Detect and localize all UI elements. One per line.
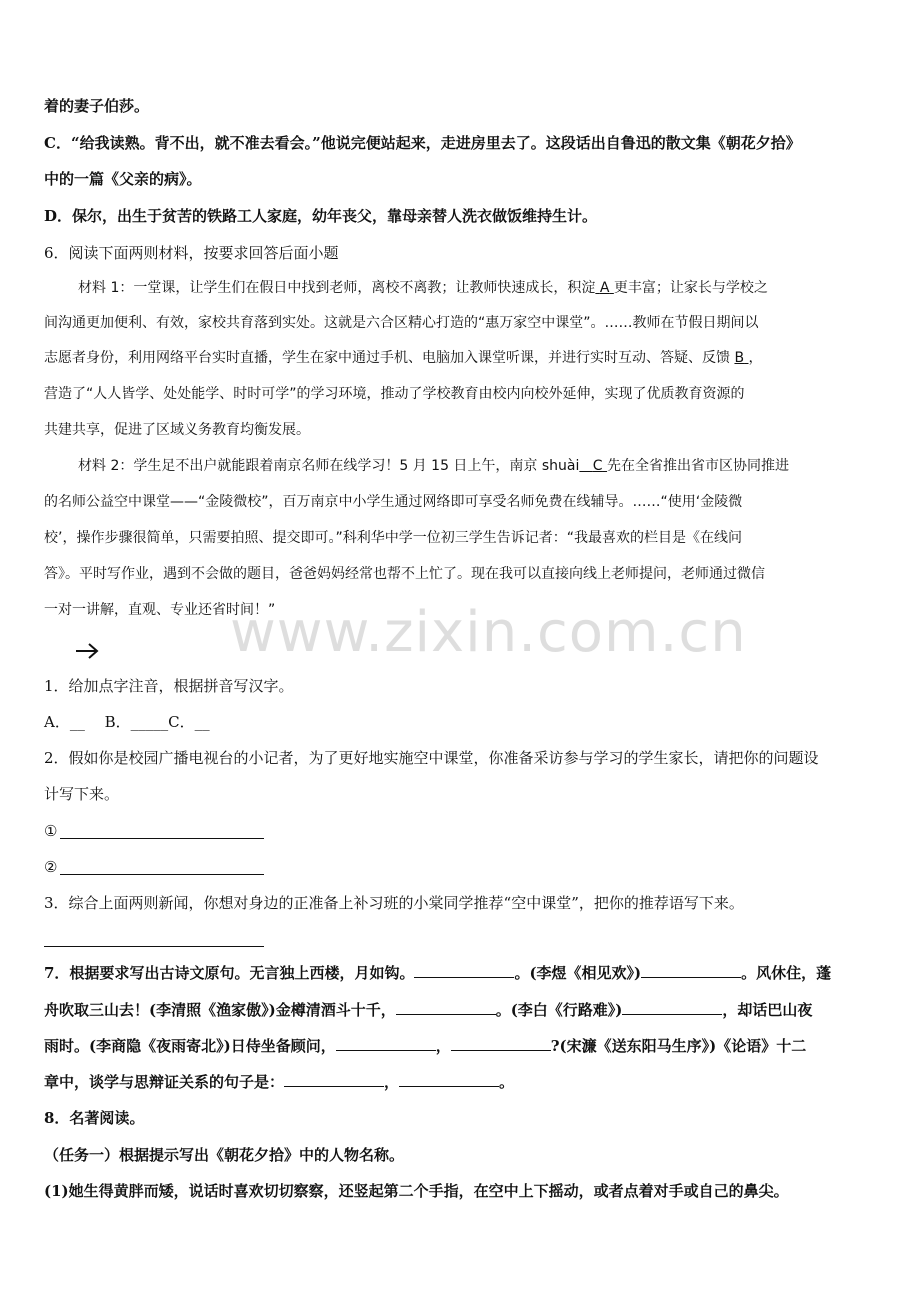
answer-line-2-label: ② xyxy=(44,858,58,876)
material-1-line-1: 材料 1：一堂课，让学生们在假日中找到老师，离校不离教；让教师快速成长，积淀 A 更丰富；让家长与学校之 xyxy=(78,280,768,296)
material-2-line-4: 答》。平时写作业，遇到不会做的题目，爸爸妈妈经常也帮不上忙了。现在我可以直接向线上老师提问，老师通过微信 xyxy=(44,566,765,582)
material-2-line-1: 材料 2：学生足不出户就能跟着南京名师在线学习！5 月 15 日上午，南京 shuài C 先在全省推出省市区协同推进 xyxy=(78,458,789,474)
material-1-line-5: 共建共享，促进了区域义务教育均衡发展。 xyxy=(44,422,310,438)
mark-c: C xyxy=(592,458,603,474)
question-7-line-4: 章中，谈学与思辩证关系的句子是： ， 。 xyxy=(44,1073,515,1091)
task-1-item-1: (1)她生得黄胖而矮，说话时喜欢切切察察，还竖起第二个手指，在空中上下摇动，或者点着对手或自己的鼻尖。 xyxy=(44,1182,789,1200)
question-6-2-tail: 计写下来。 xyxy=(44,785,120,803)
question-6-1-options: A．__ B．_____C．__ xyxy=(44,713,210,731)
blank[interactable] xyxy=(284,1072,384,1087)
watermark: www.zixin.com.cn xyxy=(230,600,747,665)
question-7-line-3: 雨时。(李商隐《夜雨寄北》)日侍坐备顾问， ， ?(宋濂《送东阳马生序》)《论语》十二 xyxy=(44,1037,807,1055)
question-6-heading: 6．阅读下面两则材料，按要求回答后面小题 xyxy=(44,244,339,262)
question-7-line-2: 舟吹取三山去！(李清照《渔家傲》)金樽清酒斗十千， 。(李白《行路难》) ，却话巴山夜 xyxy=(44,1001,813,1019)
question-8: 8．名著阅读。 xyxy=(44,1109,145,1127)
question-6-1: 1．给加点字注音，根据拼音写汉字。 xyxy=(44,677,294,695)
material-2-line-3: 校’，操作步骤很简单，只需要拍照、提交即可。”科利华中学一位初三学生告诉记者：“我最喜欢的栏目是《在线问 xyxy=(44,530,742,546)
material-1-line-2: 间沟通更加便利、有效，家校共育落到实处。这就是六合区精心打造的“惠万家空中课堂”。……教师在节假日期间以 xyxy=(44,315,759,331)
blank[interactable] xyxy=(641,963,741,978)
question-6-2: 2．假如你是校园广播电视台的小记者，为了更好地实施空中课堂，你准备采访参与学习的学生家长，请把你的问题设 xyxy=(44,749,819,767)
blank[interactable] xyxy=(399,1072,499,1087)
task-1: （任务一）根据提示写出《朝花夕拾》中的人物名称。 xyxy=(44,1146,405,1164)
option-c: C．“给我读熟。背不出，就不准去看会。”他说完便站起来，走进房里去了。这段话出自鲁迅的散文集《朝花夕拾》 xyxy=(44,134,801,152)
question-7-line-1: 7．根据要求写出古诗文原句。无言独上西楼，月如钩。 。(李煜《相见欢》) 。风休住，蓬 xyxy=(44,964,832,982)
blank[interactable] xyxy=(622,1000,722,1015)
material-2-line-5: 一对一讲解，直观、专业还省时间！” xyxy=(44,602,276,618)
blank[interactable] xyxy=(396,1000,496,1015)
answer-line-3[interactable] xyxy=(44,946,264,947)
material-1-line-4: 营造了“人人皆学、处处能学、时时可学”的学习环境，推动了学校教育由校内向校外延伸，实现了优质教育资源的 xyxy=(44,386,745,402)
option-d: D．保尔，出生于贫苦的铁路工人家庭，幼年丧父，靠母亲替人洗衣做饭维持生计。 xyxy=(44,207,598,225)
blank[interactable] xyxy=(451,1036,551,1051)
option-b-tail: 着的妻子伯莎。 xyxy=(44,97,150,115)
blank[interactable] xyxy=(414,963,514,978)
material-2-line-2: 的名师公益空中课堂——“金陵微校”，百万南京中小学生通过网络即可享受名师免费在线辅导。……“使用‘金陵微 xyxy=(44,494,743,510)
question-6-3: 3．综合上面两则新闻，你想对身边的正准备上补习班的小棠同学推荐“空中课堂”，把你的推荐语写下来。 xyxy=(44,894,744,912)
material-1-line-3: 志愿者身份，利用网络平台实时直播，学生在家中通过手机、电脑加入课堂听课，并进行实时互动、答疑、反馈 B ， xyxy=(44,350,763,366)
mark-a: A xyxy=(599,280,610,296)
blank[interactable] xyxy=(336,1036,436,1051)
option-c-tail: 中的一篇《父亲的病》。 xyxy=(44,170,202,188)
answer-line-1-label: ① xyxy=(44,822,58,840)
right-arrow-icon xyxy=(74,640,100,662)
mark-b: B xyxy=(734,350,745,366)
answer-line-2[interactable] xyxy=(60,874,264,875)
answer-line-1[interactable] xyxy=(60,838,264,839)
